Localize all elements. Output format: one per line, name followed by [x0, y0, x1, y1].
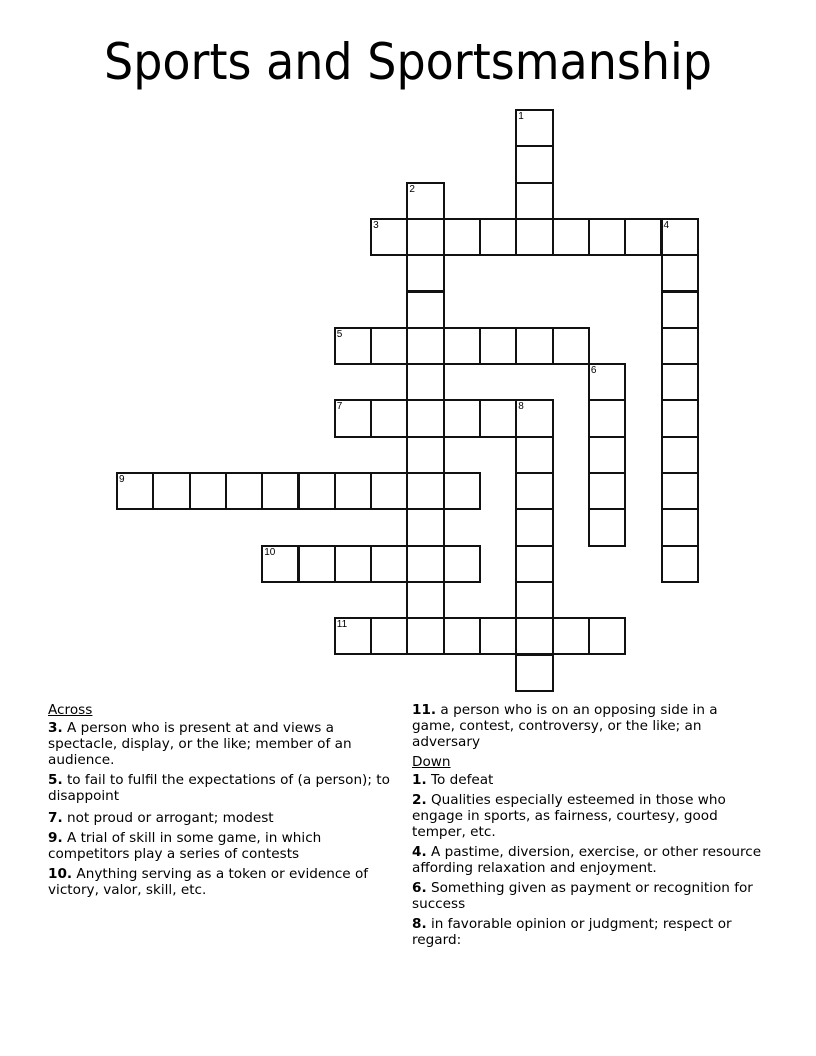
grid-cell[interactable] — [661, 508, 699, 546]
clue-across-11: 11. a person who is on an opposing side in a game, contest, controversy, or the like; an adversary — [412, 702, 718, 750]
grid-cell[interactable] — [443, 545, 481, 583]
grid-cell[interactable] — [334, 545, 372, 583]
clue-down-1: 1. To defeat — [412, 772, 494, 788]
grid-cell[interactable] — [334, 399, 372, 437]
grid-cell[interactable] — [334, 617, 372, 655]
grid-cell[interactable] — [515, 145, 553, 183]
grid-cell[interactable] — [552, 218, 590, 256]
clue-number: 8 — [518, 401, 524, 413]
grid-cell[interactable] — [515, 617, 553, 655]
grid-cell[interactable] — [370, 399, 408, 437]
grid-cell[interactable] — [443, 617, 481, 655]
grid-cell[interactable] — [588, 617, 626, 655]
grid-cell[interactable] — [443, 327, 481, 365]
grid-cell[interactable] — [588, 363, 626, 401]
grid-cell[interactable] — [515, 327, 553, 365]
grid-cell[interactable] — [406, 545, 444, 583]
clue-number: 6 — [590, 365, 597, 377]
clue-number: 5 — [336, 328, 343, 340]
grid-cell[interactable] — [515, 182, 553, 220]
grid-cell[interactable] — [116, 472, 154, 510]
clue-across-10: 10. Anything serving as a token or evidence of victory, valor, skill, etc. — [48, 866, 369, 898]
clue-number: 4 — [663, 219, 670, 231]
grid-cell[interactable] — [661, 363, 699, 401]
grid-cell[interactable] — [479, 218, 517, 256]
grid-cell[interactable] — [370, 472, 408, 510]
across-heading: Across — [48, 702, 93, 718]
grid-cell[interactable] — [334, 472, 372, 510]
grid-cell[interactable] — [479, 399, 517, 437]
grid-cell[interactable] — [515, 218, 553, 256]
grid-cell[interactable] — [552, 617, 590, 655]
grid-cell[interactable] — [298, 545, 336, 583]
grid-cell[interactable] — [515, 436, 553, 474]
grid-cell[interactable] — [515, 508, 553, 546]
grid-cell[interactable] — [443, 218, 481, 256]
grid-cell[interactable] — [406, 617, 444, 655]
grid-cell[interactable] — [189, 472, 227, 510]
grid-cell[interactable] — [370, 617, 408, 655]
grid-cell[interactable] — [515, 545, 553, 583]
grid-cell[interactable] — [624, 218, 662, 256]
grid-cell[interactable] — [588, 508, 626, 546]
grid-cell[interactable] — [588, 472, 626, 510]
grid-cell[interactable] — [298, 472, 336, 510]
clues-right-column — [412, 702, 762, 952]
grid-cell[interactable] — [406, 508, 444, 546]
grid-cell[interactable] — [588, 218, 626, 256]
clue-across-9: 9. A trial of skill in some game, in which competitors play a series of contests — [48, 830, 322, 862]
clue-down-6: 6. Something given as payment or recognition for success — [412, 880, 753, 912]
grid-cell[interactable] — [661, 545, 699, 583]
grid-cell[interactable] — [443, 399, 481, 437]
grid-cell[interactable] — [370, 327, 408, 365]
grid-cell[interactable] — [406, 436, 444, 474]
grid-cell[interactable] — [515, 109, 553, 147]
clue-across-3: 3. A person who is present at and views a spectacle, display, or the like; member of an audience. — [48, 720, 352, 768]
grid-cell[interactable] — [661, 291, 699, 329]
grid-cell[interactable] — [406, 472, 444, 510]
grid-cell[interactable] — [406, 581, 444, 619]
clue-number: 9 — [119, 474, 125, 485]
clue-down-8: 8. in favorable opinion or judgment; respect or regard: — [412, 916, 732, 948]
grid-cell[interactable] — [661, 218, 699, 256]
grid-cell[interactable] — [261, 472, 299, 510]
grid-cell[interactable] — [588, 399, 626, 437]
grid-cell[interactable] — [661, 472, 699, 510]
clues-left-column — [48, 702, 403, 902]
grid-cell[interactable] — [443, 472, 481, 510]
crossword-grid — [117, 110, 717, 710]
grid-cell[interactable] — [515, 472, 553, 510]
grid-cell[interactable] — [515, 654, 553, 692]
puzzle-title: Sports and Sportsmanship — [104, 33, 712, 91]
grid-cell[interactable] — [406, 327, 444, 365]
grid-cell[interactable] — [515, 581, 553, 619]
grid-cell[interactable] — [225, 472, 263, 510]
grid-cell[interactable] — [370, 218, 408, 256]
grid-cell[interactable] — [406, 363, 444, 401]
clue-number: 2 — [409, 183, 415, 195]
grid-cell[interactable] — [661, 254, 699, 292]
clue-number: 7 — [336, 401, 343, 413]
grid-cell[interactable] — [152, 472, 190, 510]
grid-cell[interactable] — [406, 182, 444, 220]
grid-cell[interactable] — [552, 327, 590, 365]
clue-number: 10 — [264, 546, 276, 558]
clue-across-5: 5. to fail to fulfil the expectations of (a person); to disappoint — [48, 772, 390, 804]
grid-cell[interactable] — [406, 291, 444, 329]
grid-cell[interactable] — [661, 327, 699, 365]
grid-cell[interactable] — [479, 327, 517, 365]
grid-cell[interactable] — [479, 617, 517, 655]
grid-cell[interactable] — [661, 436, 699, 474]
grid-cell[interactable] — [515, 399, 553, 437]
clue-number: 1 — [518, 111, 524, 122]
down-heading: Down — [412, 754, 451, 770]
clue-across-7: 7. not proud or arrogant; modest — [48, 810, 274, 826]
clue-down-2: 2. Qualities especially esteemed in those who engage in sports, as fairness, courtesy, good temper, etc. — [412, 792, 726, 840]
clue-number: 3 — [373, 219, 379, 231]
grid-cell[interactable] — [406, 254, 444, 292]
grid-cell[interactable] — [334, 327, 372, 365]
grid-cell[interactable] — [370, 545, 408, 583]
grid-cell[interactable] — [406, 218, 444, 256]
grid-cell[interactable] — [588, 436, 626, 474]
grid-cell[interactable] — [406, 399, 444, 437]
grid-cell[interactable] — [661, 399, 699, 437]
clue-down-4: 4. A pastime, diversion, exercise, or other resource affording relaxation and enjoyment. — [412, 844, 762, 876]
grid-cell[interactable] — [261, 545, 299, 583]
clue-number: 11 — [336, 619, 348, 631]
